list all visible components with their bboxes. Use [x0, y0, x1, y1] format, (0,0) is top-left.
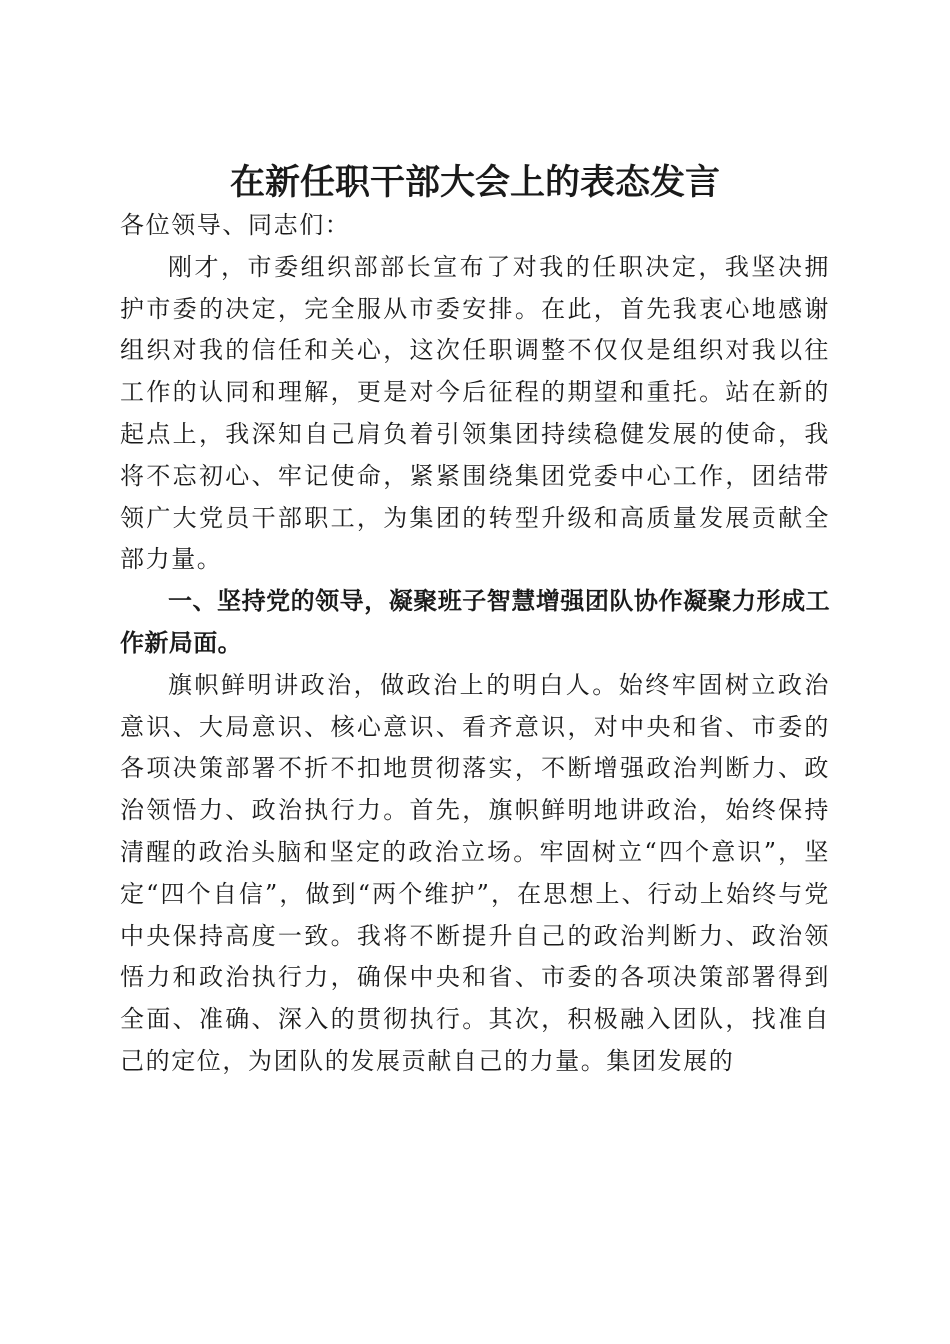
section-1-paragraph: 旗帜鲜明讲政治，做政治上的明白人。始终牢固树立政治意识、大局意识、核心意识、看齐意识，对中央和省、市委的各项决策部署不折不扣地贯彻落实，不断增强政治判断力、政治领悟力、政治执行力。首先，旗帜鲜明地讲政治，始终保持清醒的政治头脑和坚定的政治立场。牢固树立“四个意识”，坚定“四个自信”，做到“两个维护”，在思想上、行动上始终与党中央保持高度一致。我将不断提升自己的政治判断力、政治领悟力和政治执行力，确保中央和省、市委的各项决策部署得到全面、准确、深入的贯彻执行。其次，积极融入团队，找准自己的定位，为团队的发展贡献自己的力量。集团发展的	[120, 670, 830, 1075]
intro-paragraph: 刚才，市委组织部部长宣布了对我的任职决定，我坚决拥护市委的决定，完全服从市委安排。在此，首先我衷心地感谢组织对我的信任和关心，这次任职调整不仅仅是组织对我以往工作的认同和理解，更是对今后征程的期望和重托。站在新的起点上，我深知自己肩负着引领集团持续稳健发展的使命，我将不忘初心、牢记使命，紧紧围绕集团党委中心工作，团结带领广大党员干部职工，为集团的转型升级和高质量发展贡献全部力量。	[120, 252, 830, 574]
section-heading-1: 一、坚持党的领导，凝聚班子智慧增强团队协作凝聚力形成工作新局面。	[120, 587, 830, 657]
salutation: 各位领导、同志们：	[120, 211, 351, 239]
document-body	[120, 205, 830, 1083]
document-title: 在新任职干部大会上的表态发言	[229, 162, 720, 204]
